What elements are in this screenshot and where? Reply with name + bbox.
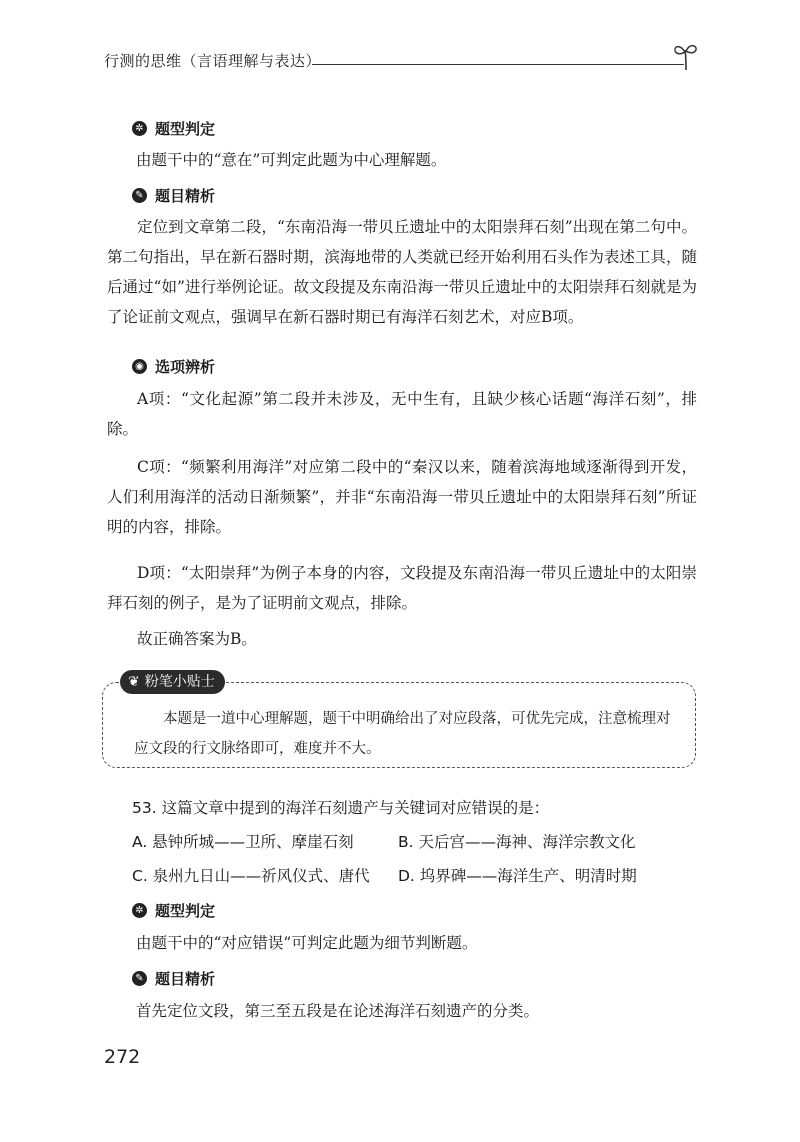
option-d-paragraph <box>107 558 697 618</box>
analysis-paragraph <box>107 212 697 332</box>
section-type-label: 题型判定 <box>155 120 216 138</box>
option-c-text: C项：“频繁利用海洋”对应第二段中的“秦汉以来，随着滨海地域逐渐得到开发，人们利用海洋的活动日渐频繁”，并非“东南沿海一带贝丘遗址中的太阳崇拜石刻”所证明的内容，排除。 <box>107 458 697 536</box>
q53-analysis-heading <box>132 968 215 989</box>
answer-paragraph <box>107 624 697 654</box>
tip-body: 本题是一道中心理解题，题干中明确给出了对应段落，可优先完成，注意梳理对应文段的行文脉络即可，难度并不大。 <box>134 711 671 757</box>
page-number: 272 <box>104 1046 141 1068</box>
option-c-paragraph <box>107 452 697 542</box>
q53-type-heading <box>132 900 215 921</box>
analysis-text: 定位到文章第二段，“东南沿海一带贝丘遗址中的太阳崇拜石刻”出现在第二句中。第二句指出，早在新石器时期，滨海地带的人类就已经开始利用石头作为表述工具，随后通过“如”进行举例论证。故文段提及东南沿海一带贝丘遗址中的太阳崇拜石刻就是为了论证前文观点，强调早在新石器时期已有海洋石刻艺术，对应B项。 <box>107 218 697 326</box>
section-analysis-label: 题目精析 <box>155 187 216 205</box>
option-c: C. 泉州九日山——祈风仪式、唐代 <box>132 867 370 885</box>
q53-analysis-text: 首先定位文段，第三至五段是在论述海洋石刻遗产的分类。 <box>136 1002 540 1020</box>
section-options-heading <box>132 356 215 377</box>
option-a-text: A项：“文化起源”第二段并未涉及，无中生有，且缺少核心话题“海洋石刻”，排除。 <box>107 390 697 438</box>
running-header: 行测的思维（言语理解与表达） <box>104 52 322 70</box>
question-stem: 53. 这篇文章中提到的海洋石刻遗产与关键词对应错误的是： <box>132 799 550 817</box>
answer-text: 故正确答案为B。 <box>137 630 257 648</box>
options-icon: ◉ <box>132 359 147 374</box>
section-type-heading <box>132 118 215 139</box>
tip-label-text: 粉笔小贴士 <box>144 674 215 690</box>
type-judge-text: 由题干中的“意在”可判定此题为中心理解题。 <box>136 151 447 169</box>
q53-type-text: 由题干中的“对应错误”可判定此题为细节判断题。 <box>136 934 478 952</box>
option-a-paragraph <box>107 384 697 444</box>
type-judge-icon: ✲ <box>132 121 147 136</box>
option-d-text: D项：“太阳崇拜”为例子本身的内容，文段提及东南沿海一带贝丘遗址中的太阳崇拜石刻的例子，是为了证明前文观点，排除。 <box>107 564 697 612</box>
q53-type-label: 题型判定 <box>155 902 216 920</box>
tip-label <box>120 670 225 694</box>
type-judge-icon: ✲ <box>132 903 147 918</box>
sprout-small-icon: ❦ <box>128 674 140 690</box>
header-rule <box>312 64 684 65</box>
tip-text <box>134 704 674 764</box>
option-d: D. 坞界碑——海洋生产、明清时期 <box>398 867 637 885</box>
sprout-icon <box>672 40 700 72</box>
analysis-icon: ✎ <box>132 971 147 986</box>
option-row-1 <box>132 830 636 852</box>
option-b: B. 天后宫——海神、海洋宗教文化 <box>398 833 636 851</box>
q53-analysis-label: 题目精析 <box>155 970 216 988</box>
section-options-label: 选项辨析 <box>155 358 216 376</box>
option-row-2 <box>132 864 637 886</box>
section-analysis-heading <box>132 185 215 206</box>
analysis-icon: ✎ <box>132 188 147 203</box>
option-a: A. 悬钟所城——卫所、摩崖石刻 <box>132 833 354 851</box>
